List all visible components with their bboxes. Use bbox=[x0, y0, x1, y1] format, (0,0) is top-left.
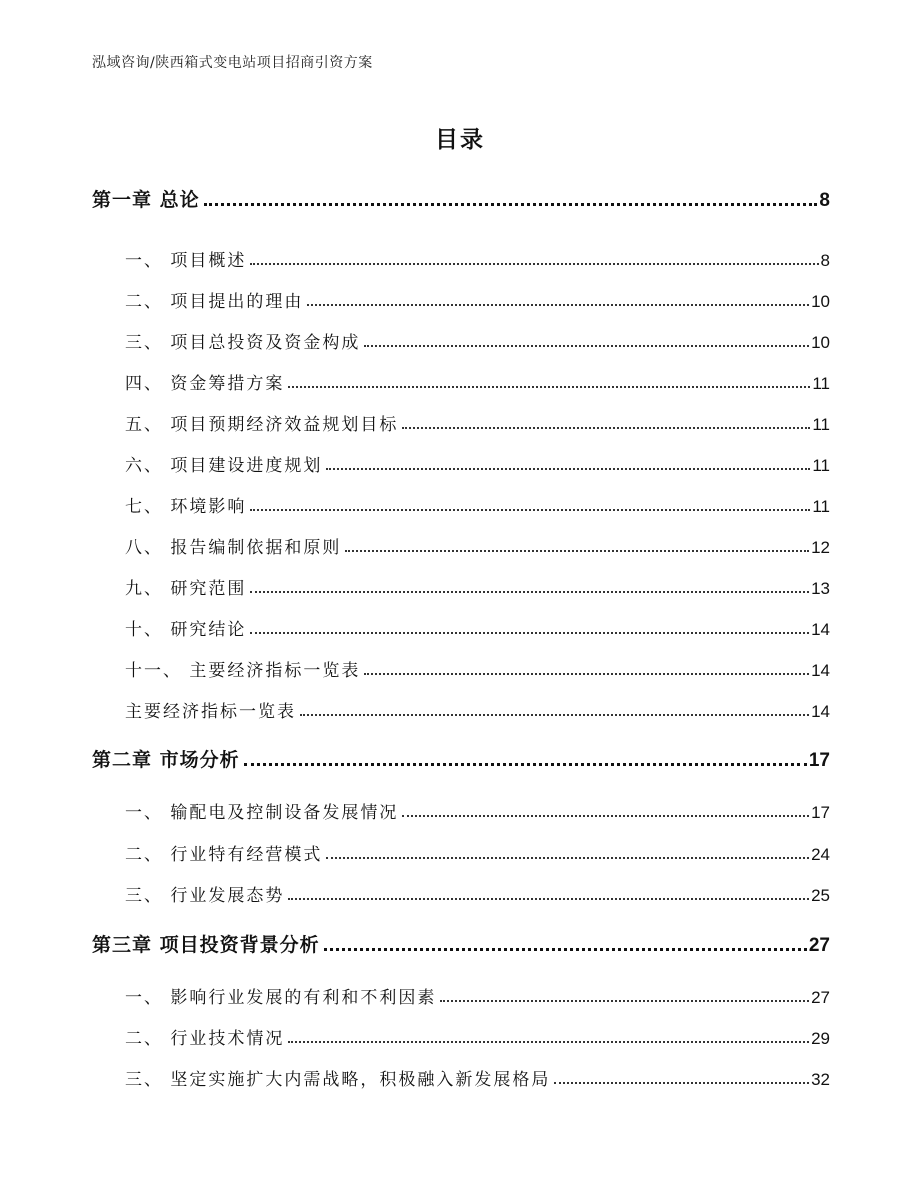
toc-page-number: 24 bbox=[811, 845, 830, 864]
toc-entry-label: 一、 项目概述 bbox=[125, 251, 247, 271]
toc-page-number: 11 bbox=[812, 497, 830, 516]
toc-page-number: 12 bbox=[811, 538, 830, 557]
toc-entry-label: 八、 报告编制依据和原则 bbox=[125, 538, 342, 558]
toc-page-number: 8 bbox=[819, 190, 830, 211]
dot-leader bbox=[326, 856, 809, 859]
dot-leader bbox=[307, 303, 809, 306]
toc-section-entry[interactable] bbox=[125, 245, 830, 271]
toc-page-number: 13 bbox=[811, 579, 830, 598]
dot-leader bbox=[364, 672, 809, 675]
toc-entry-label: 一、 输配电及控制设备发展情况 bbox=[125, 803, 399, 823]
toc-page-number: 29 bbox=[811, 1029, 830, 1048]
toc-page-number: 10 bbox=[811, 333, 830, 352]
dot-leader bbox=[250, 631, 809, 634]
toc-entry-label: 三、 坚定实施扩大内需战略，积极融入新发展格局 bbox=[125, 1070, 551, 1090]
toc-page-number: 32 bbox=[811, 1070, 830, 1089]
toc-entry-label: 二、 行业技术情况 bbox=[125, 1029, 285, 1049]
dot-leader bbox=[250, 508, 810, 511]
toc-entry-label: 四、 资金筹措方案 bbox=[125, 374, 285, 394]
toc-page-number: 10 bbox=[811, 292, 830, 311]
toc-entry-label: 三、 行业发展态势 bbox=[125, 886, 285, 906]
toc-entry-label: 一、 影响行业发展的有利和不利因素 bbox=[125, 988, 437, 1008]
toc-entry-label: 主要经济指标一览表 bbox=[125, 702, 296, 722]
dot-leader bbox=[288, 385, 810, 388]
toc-section-entry[interactable] bbox=[125, 1023, 830, 1049]
toc-page-number: 14 bbox=[811, 702, 830, 721]
dot-leader bbox=[554, 1081, 809, 1084]
toc-section-entry[interactable] bbox=[125, 982, 830, 1008]
toc-page-number: 25 bbox=[811, 886, 830, 905]
toc-entry-label: 第二章 市场分析 bbox=[92, 749, 240, 771]
toc-entry-label: 三、 项目总投资及资金构成 bbox=[125, 333, 361, 353]
toc-chapter-entry[interactable] bbox=[92, 186, 830, 212]
toc-page-number: 11 bbox=[812, 456, 830, 475]
toc-entry-label: 二、 行业特有经营模式 bbox=[125, 845, 323, 865]
page-title: 目录 bbox=[435, 127, 485, 153]
dot-leader bbox=[250, 590, 809, 593]
dot-leader bbox=[244, 762, 807, 766]
toc-page-number: 17 bbox=[811, 803, 830, 822]
toc-entry-label: 十、 研究结论 bbox=[125, 620, 247, 640]
toc-entry-label: 十一、 主要经济指标一览表 bbox=[125, 661, 361, 681]
toc-section-entry[interactable] bbox=[125, 327, 830, 353]
toc-page-number: 27 bbox=[808, 935, 830, 956]
toc-chapter-entry[interactable] bbox=[92, 746, 830, 772]
toc-section-entry[interactable] bbox=[125, 839, 830, 865]
toc-page-number: 11 bbox=[812, 415, 830, 434]
toc-section-entry[interactable] bbox=[125, 409, 830, 435]
toc-chapter-entry[interactable] bbox=[92, 931, 830, 957]
toc-section-entry[interactable] bbox=[125, 450, 830, 476]
toc-page-number: 14 bbox=[811, 620, 830, 639]
toc-page-number: 17 bbox=[808, 750, 830, 771]
dot-leader bbox=[345, 549, 809, 552]
toc-section-entry[interactable] bbox=[125, 1064, 830, 1090]
toc-entry-label: 五、 项目预期经济效益规划目标 bbox=[125, 415, 399, 435]
dot-leader bbox=[440, 999, 809, 1002]
toc-entry-label: 七、 环境影响 bbox=[125, 497, 247, 517]
dot-leader bbox=[324, 947, 807, 951]
toc-section-entry[interactable] bbox=[125, 573, 830, 599]
toc-page-number: 11 bbox=[812, 374, 830, 393]
toc-page-number: 8 bbox=[820, 251, 830, 270]
dot-leader bbox=[204, 202, 818, 206]
dot-leader bbox=[288, 1040, 809, 1043]
dot-leader bbox=[402, 426, 810, 429]
toc-section-entry[interactable] bbox=[125, 655, 830, 681]
toc-entry-label: 六、 项目建设进度规划 bbox=[125, 456, 323, 476]
toc-entry-label: 九、 研究范围 bbox=[125, 579, 247, 599]
toc-section-entry[interactable] bbox=[125, 532, 830, 558]
dot-leader bbox=[250, 262, 818, 265]
dot-leader bbox=[326, 467, 810, 470]
toc-section-entry[interactable] bbox=[125, 368, 830, 394]
toc-section-entry[interactable] bbox=[125, 880, 830, 906]
toc-page-number: 14 bbox=[811, 661, 830, 680]
dot-leader bbox=[402, 814, 809, 817]
dot-leader bbox=[364, 344, 809, 347]
toc-section-entry[interactable] bbox=[125, 491, 830, 517]
toc-entry-label: 第三章 项目投资背景分析 bbox=[92, 934, 320, 956]
toc-section-entry[interactable] bbox=[125, 696, 830, 722]
toc-entry-label: 二、 项目提出的理由 bbox=[125, 292, 304, 312]
page-header: 泓域咨询/陕西箱式变电站项目招商引资方案 bbox=[92, 55, 373, 71]
dot-leader bbox=[288, 897, 809, 900]
toc-entry-label: 第一章 总论 bbox=[92, 189, 200, 211]
toc-section-entry[interactable] bbox=[125, 614, 830, 640]
toc-section-entry[interactable] bbox=[125, 286, 830, 312]
dot-leader bbox=[300, 713, 809, 716]
toc-section-entry[interactable] bbox=[125, 797, 830, 823]
toc-page-number: 27 bbox=[811, 988, 830, 1007]
